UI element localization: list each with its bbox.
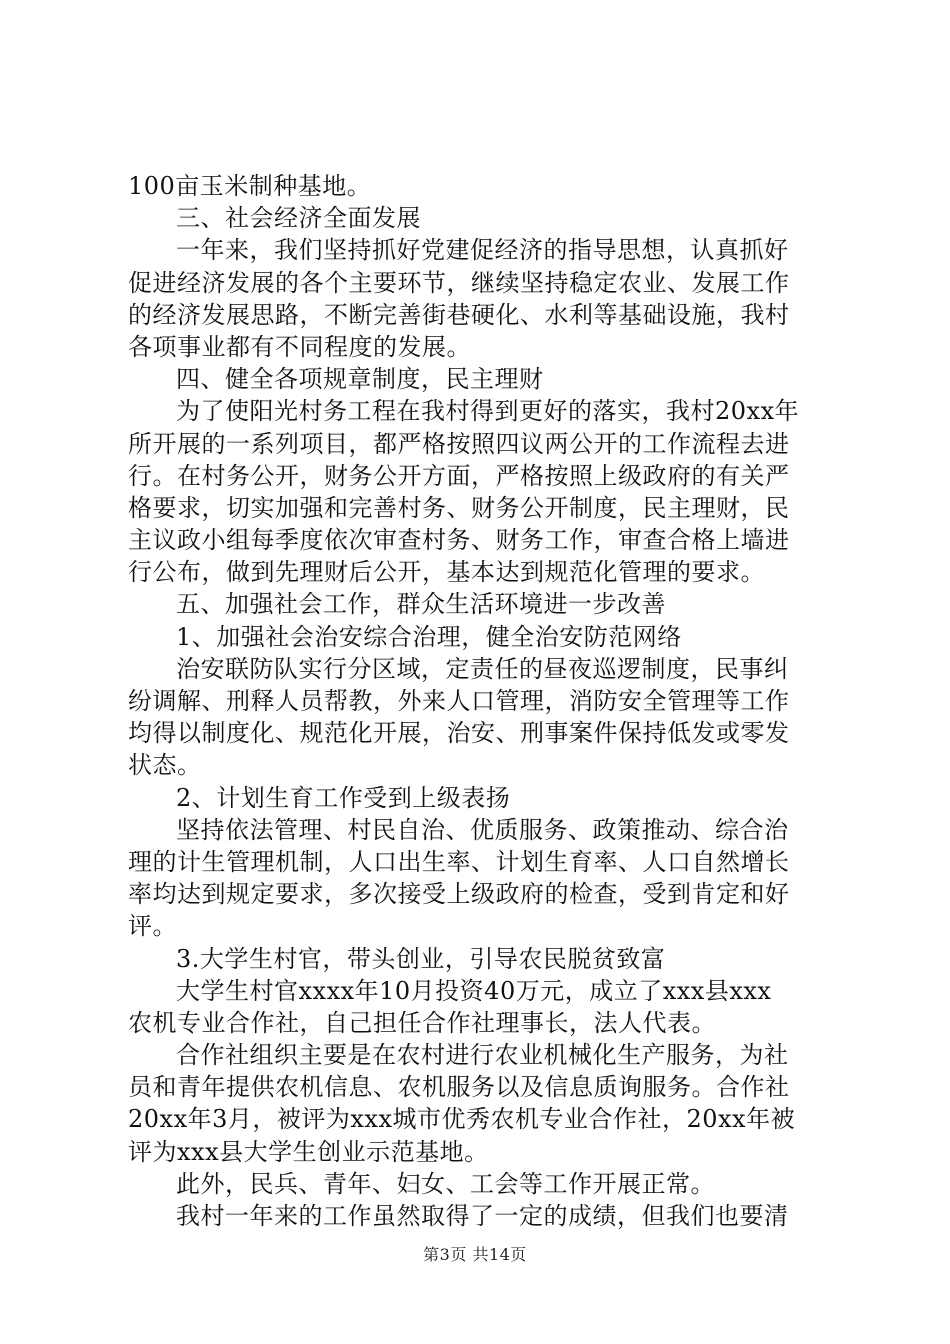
- text-line: 各项事业都有不同程度的发展。: [128, 332, 471, 361]
- text-line: 促进经济发展的各个主要环节，继续坚持稳定农业、发展工作: [128, 268, 790, 297]
- text-line: 2、计划生育工作受到上级表扬: [176, 783, 511, 812]
- text-line: 均得以制度化、规范化开展，治安、刑事案件保持低发或零发: [128, 719, 790, 748]
- text-line: 大学生村官xxxx年10月投资40万元，成立了xxx县xxx: [176, 976, 772, 1005]
- text-line: 行公布，做到先理财后公开，基本达到规范化管理的要求。: [128, 558, 765, 587]
- text-line: 此外，民兵、青年、妇女、工会等工作开展正常。: [176, 1169, 715, 1198]
- text-line: 3.大学生村官，带头创业，引导农民脱贫致富: [176, 944, 666, 973]
- text-line: 主议政小组每季度依次审查村务、财务工作，审查合格上墙进: [128, 526, 790, 555]
- text-line: 坚持依法管理、村民自治、优质服务、政策推动、综合治: [176, 815, 789, 844]
- text-line: 所开展的一系列项目，都严格按照四议两公开的工作流程去进: [128, 429, 790, 458]
- text-line: 的经济发展思路，不断完善街巷硬化、水利等基础设施，我村: [128, 300, 790, 329]
- text-line: 合作社组织主要是在农村进行农业机械化生产服务，为社: [176, 1041, 789, 1070]
- text-line: 100亩玉米制种基地。: [128, 172, 372, 200]
- text-line: 纷调解、刑释人员帮教，外来人口管理，消防安全管理等工作: [128, 687, 790, 715]
- text-line: 一年来，我们坚持抓好党建促经济的指导思想，认真抓好: [176, 236, 789, 265]
- text-line: 员和青年提供农机信息、农机服务以及信息质询服务。合作社: [128, 1073, 790, 1102]
- text-line: 格要求，切实加强和完善村务、财务公开制度，民主理财，民: [128, 493, 790, 522]
- text-line: 为了使阳光村务工程在我村得到更好的落实，我村20xx年: [176, 397, 800, 426]
- text-line: 我村一年来的工作虽然取得了一定的成绩，但我们也要清: [176, 1202, 789, 1230]
- text-line: 理的计生管理机制，人口出生率、计划生育率、人口自然增长: [128, 847, 790, 876]
- text-line: 评。: [128, 912, 177, 941]
- text-line: 20xx年3月，被评为xxx城市优秀农机专业合作社，20xx年被: [128, 1105, 796, 1134]
- text-line: 1、加强社会治安综合治理，健全治安防范网络: [176, 622, 682, 651]
- text-line: 三、社会经济全面发展: [176, 204, 421, 233]
- page-footer: 第3页 共14页: [423, 1245, 527, 1264]
- text-line: 农机专业合作社，自己担任合作社理事长，法人代表。: [128, 1008, 716, 1037]
- text-line: 治安联防队实行分区域，定责任的昼夜巡逻制度，民事纠: [176, 654, 789, 683]
- text-line: 率均达到规定要求，多次接受上级政府的检查，受到肯定和好: [128, 880, 790, 909]
- text-line: 四、健全各项规章制度，民主理财: [176, 365, 544, 394]
- document-body: [128, 170, 838, 1232]
- text-line: 评为xxx县大学生创业示范基地。: [128, 1137, 489, 1166]
- text-line: 行。在村务公开，财务公开方面，严格按照上级政府的有关严: [128, 461, 790, 490]
- text-line: 五、加强社会工作，群众生活环境进一步改善: [176, 590, 666, 619]
- text-line: 状态。: [128, 751, 202, 780]
